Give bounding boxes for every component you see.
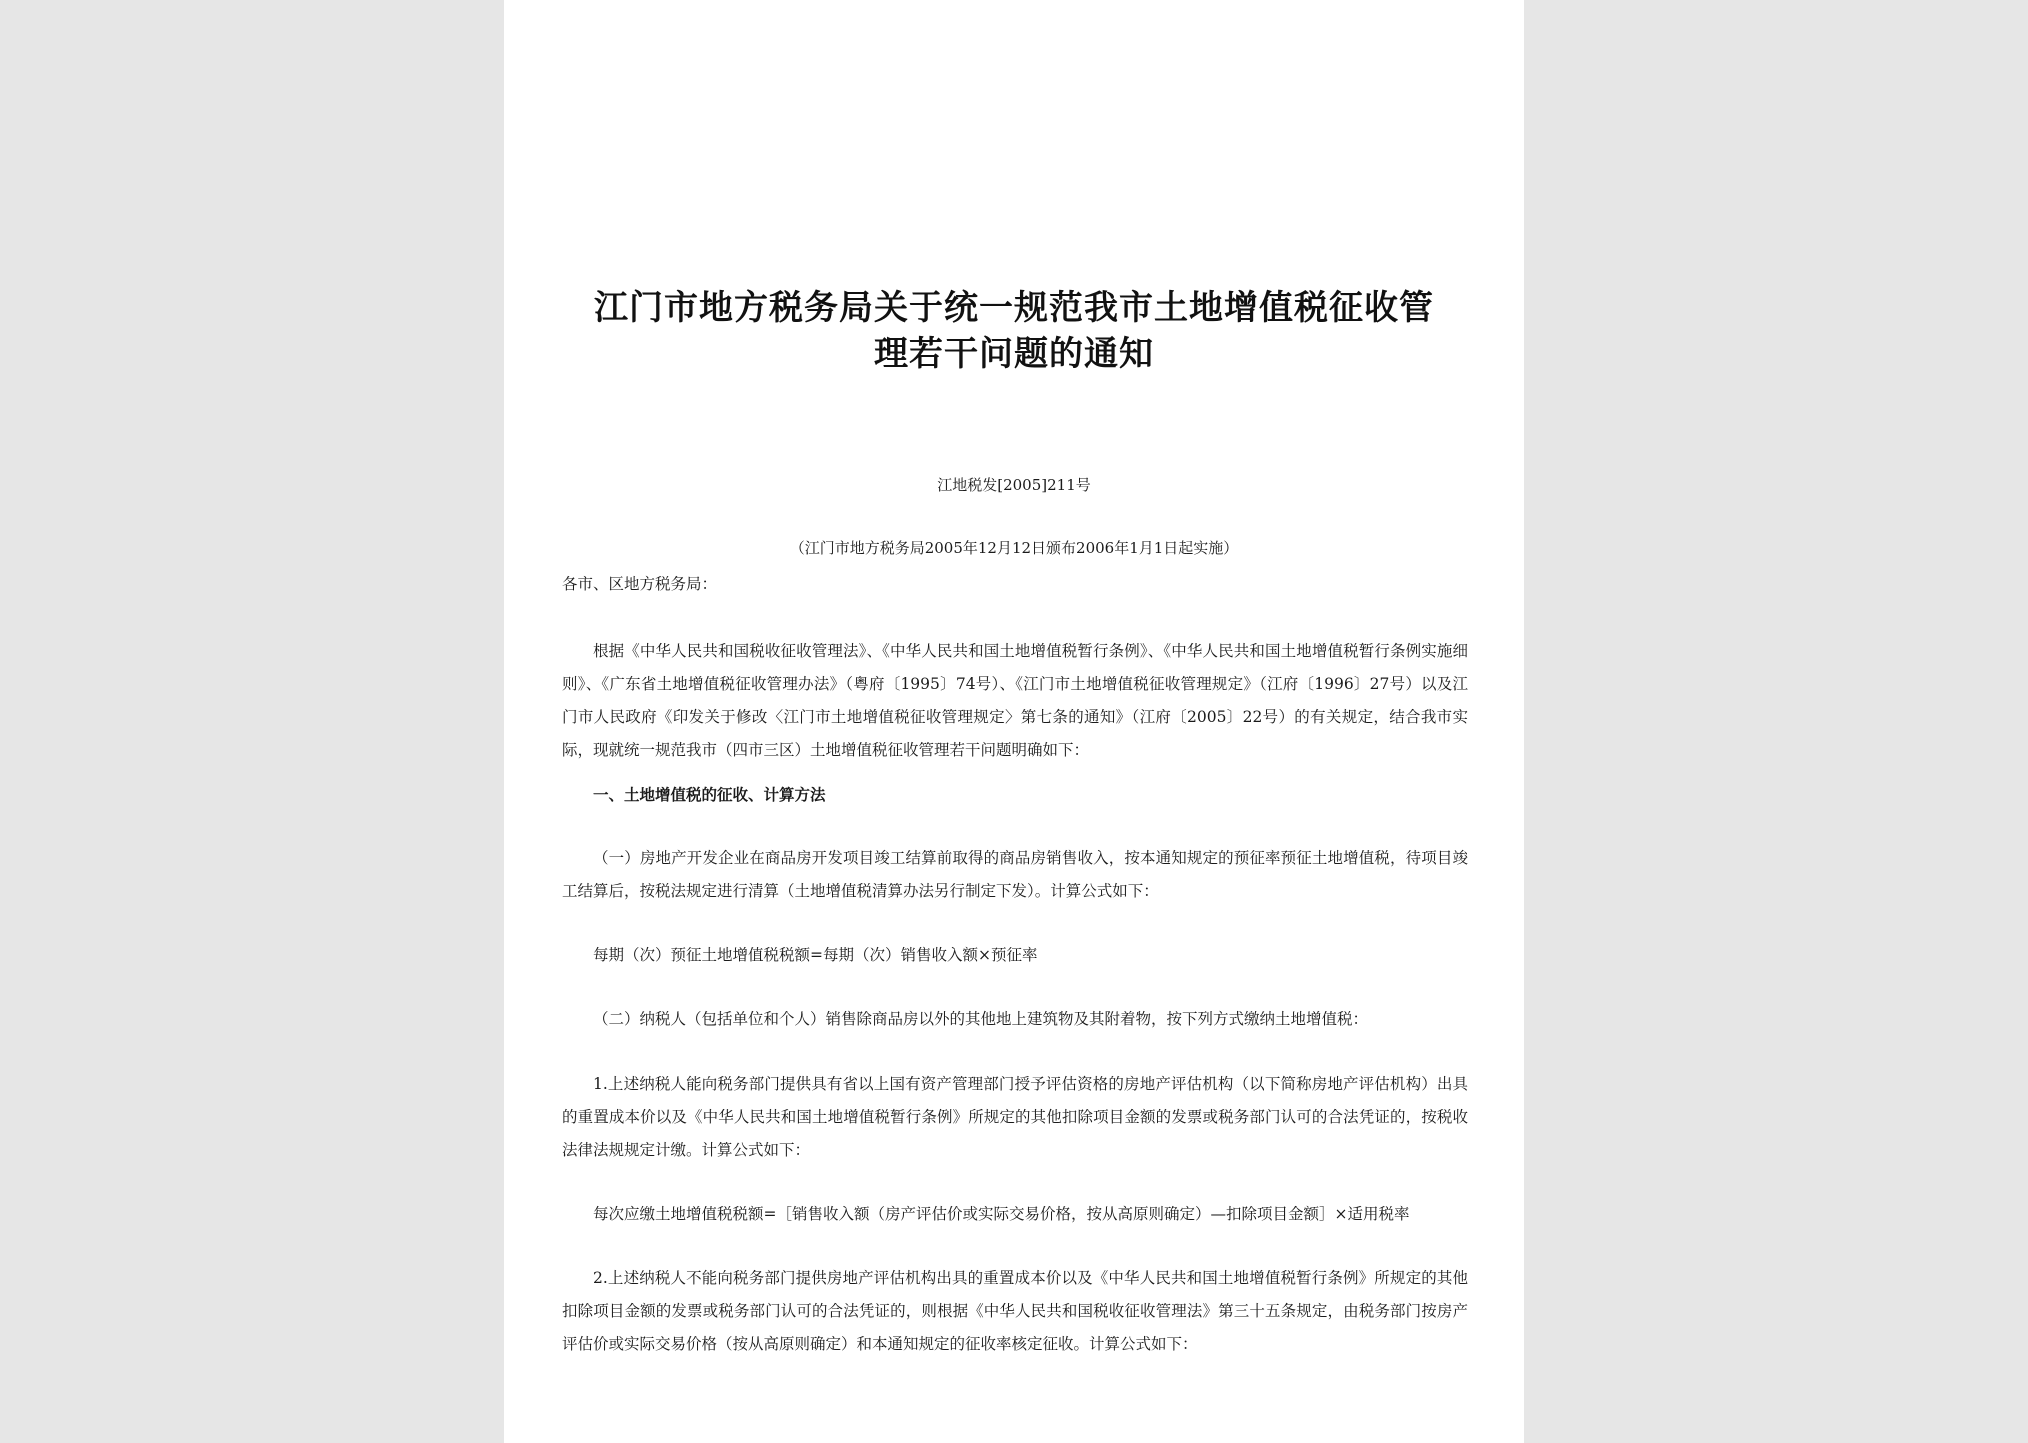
section-1-heading: 一、土地增值税的征收、计算方法: [593, 785, 826, 804]
item-2-1-paragraph: 1.上述纳税人能向税务部门提供具有省以上国有资产管理部门授予评估资格的房地产评估机构（以下简称房地产评估机构）出具的重置成本价以及《中华人民共和国土地增值税暂行条例》所规定的其他扣除项目金额的发票或税务部门认可的合法凭证的，按税收法律法规规定计缴。计算公式如下：: [562, 1075, 1468, 1159]
intro-paragraph: 根据《中华人民共和国税收征收管理法》、《中华人民共和国土地增值税暂行条例》、《中华人民共和国土地增值税暂行条例实施细则》、《广东省土地增值税征收管理办法》（粤府〔1995〕74号）、《江门市土地增值税征收管理规定》（江府〔1996〕27号）以及江门市人民政府《印发关于修改〈江门市土地增值税征收管理规定〉第七条的通知》（江府〔2005〕22号）的有关规定，结合我市实际，现就统一规范我市（四市三区）土地增值税征收管理若干问题明确如下：: [562, 642, 1468, 759]
addressee: 各市、区地方税务局：: [562, 575, 718, 593]
item-2-paragraph: （二）纳税人（包括单位和个人）销售除商品房以外的其他地上建筑物及其附着物，按下列方式缴纳土地增值税：: [593, 1010, 1369, 1028]
formula-2: 每次应缴土地增值税税额=［销售收入额（房产评估价或实际交易价格，按从高原则确定）—扣除项目金额］×适用税率: [593, 1205, 1410, 1223]
document-body: [562, 572, 1468, 1361]
title-line-1: 江门市地方税务局关于统一规范我市土地增值税征收管: [594, 287, 1434, 328]
formula-1: 每期（次）预征土地增值税税额=每期（次）销售收入额×预征率: [593, 946, 1038, 964]
document-page: [504, 0, 1524, 1443]
document-number: 江地税发[2005]211号: [937, 476, 1091, 494]
item-2-2-paragraph: 2.上述纳税人不能向税务部门提供房地产评估机构出具的重置成本价以及《中华人民共和国土地增值税暂行条例》所规定的其他扣除项目金额的发票或税务部门认可的合法凭证的，则根据《中华人民共和国税收征收管理法》第三十五条规定，由税务部门按房产评估价或实际交易价格（按从高原则确定）和本通知规定的征收率核定征收。计算公式如下：: [562, 1269, 1468, 1353]
item-1-paragraph: （一）房地产开发企业在商品房开发项目竣工结算前取得的商品房销售收入，按本通知规定的预征率预征土地增值税，待项目竣工结算后，按税法规定进行清算（土地增值税清算办法另行制定下发）。计算公式如下：: [562, 849, 1468, 900]
document-title: [544, 285, 1484, 377]
title-line-2: 理若干问题的通知: [874, 333, 1154, 374]
issued-note: （江门市地方税务局2005年12月12日颁布2006年1月1日起实施）: [789, 539, 1239, 557]
